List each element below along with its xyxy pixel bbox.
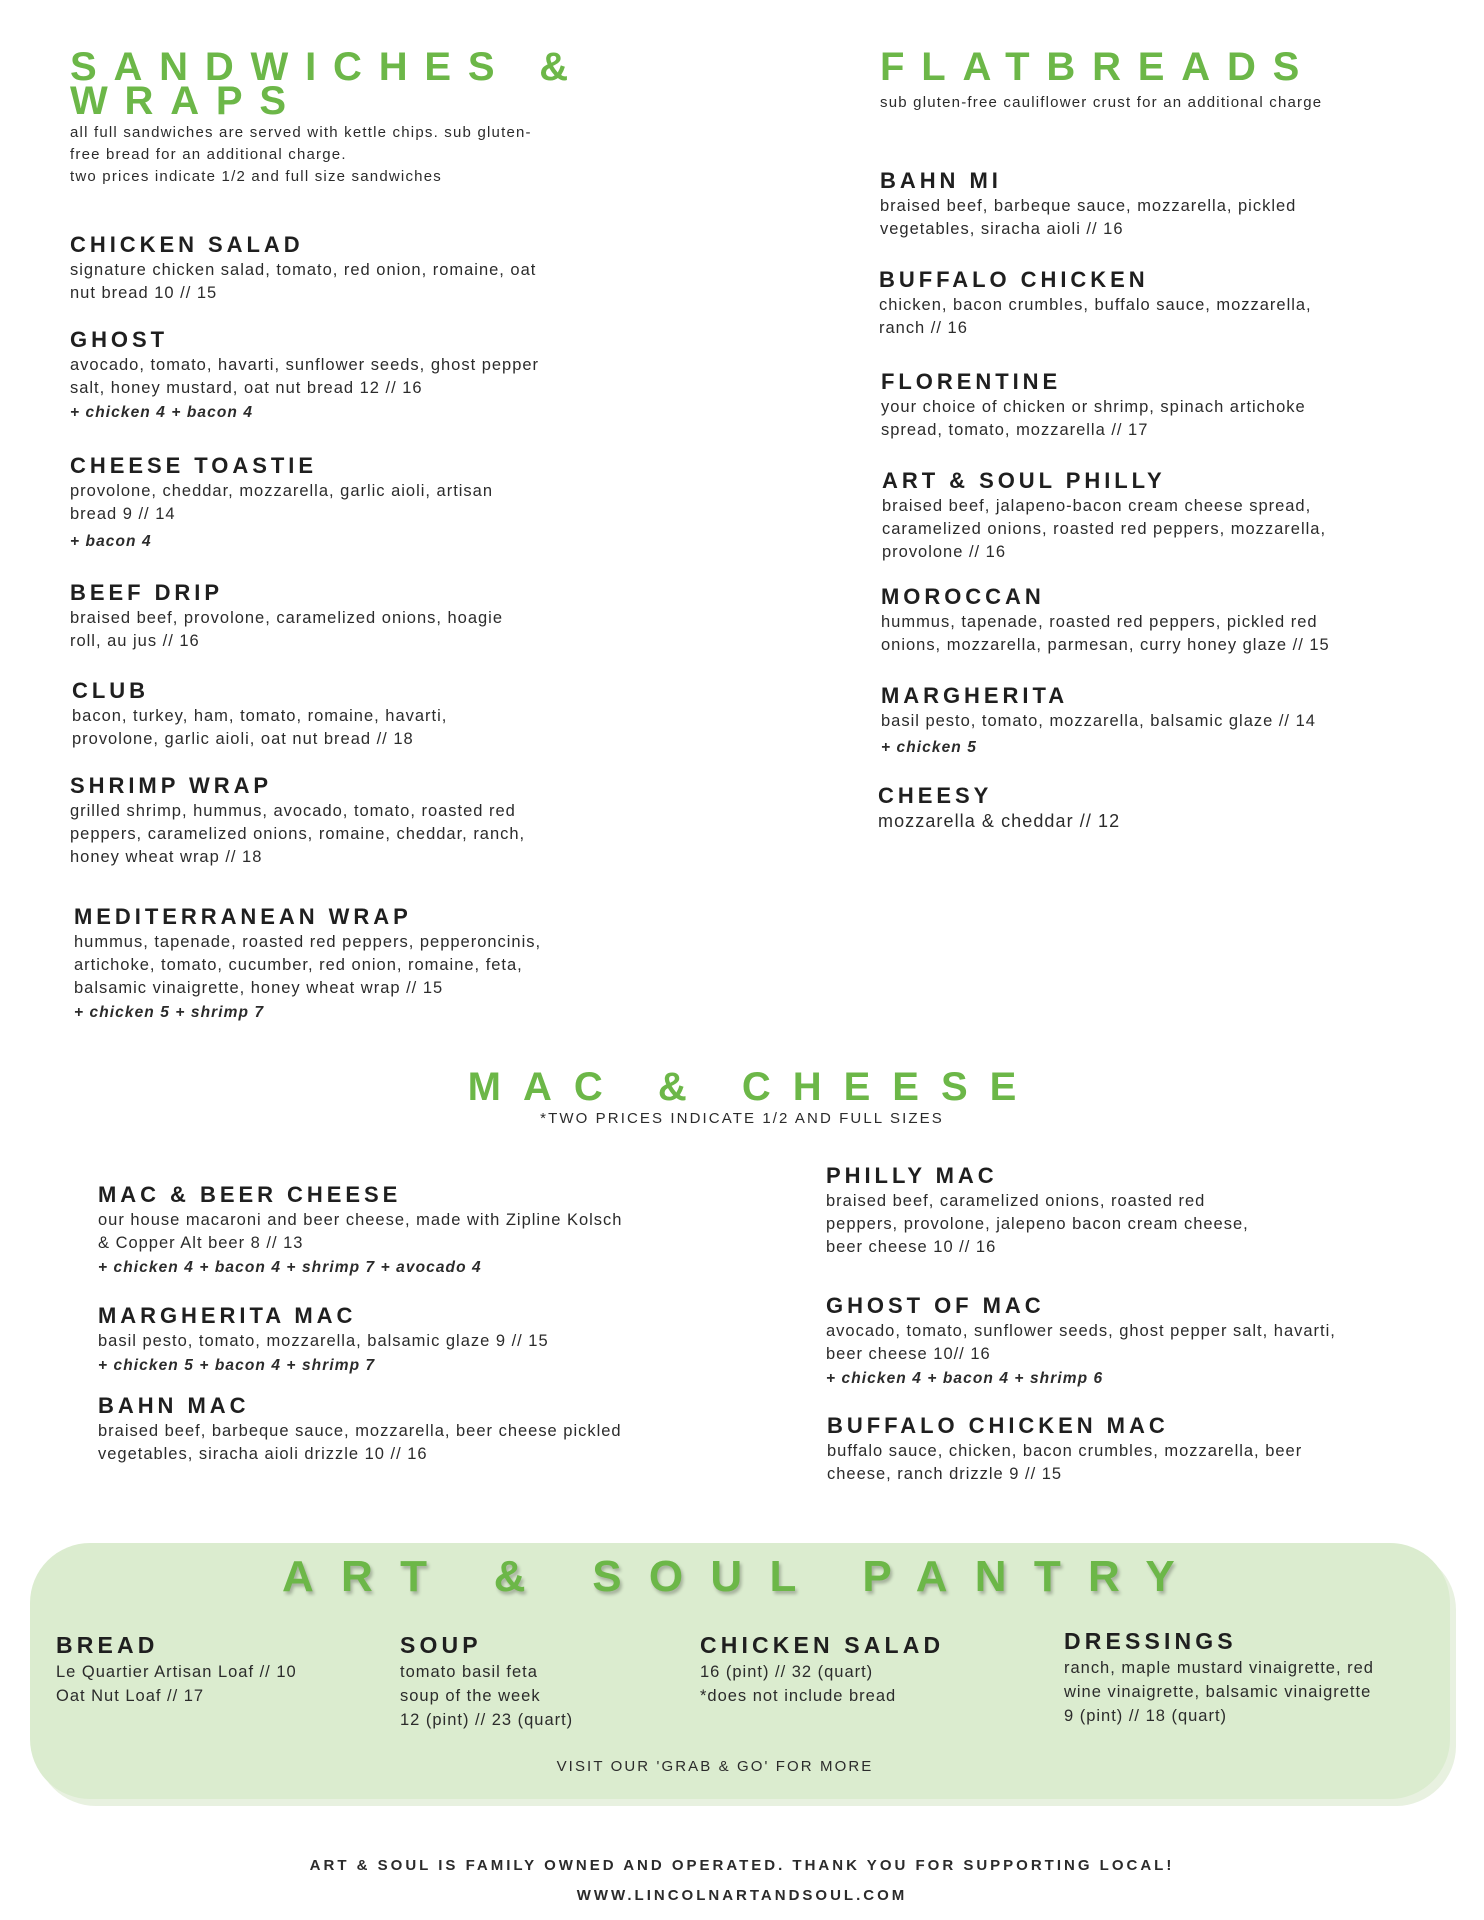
- menu-item: [70, 581, 503, 653]
- pantry-column-desc: 16 (pint) // 32 (quart): [700, 1663, 874, 1681]
- menu-item: [70, 454, 493, 554]
- flatbreads-header: [880, 45, 1460, 114]
- item-name: BUFFALO CHICKEN MAC: [827, 1413, 1169, 1438]
- pantry-column: [56, 1632, 297, 1708]
- pantry-column-name: SOUP: [400, 1632, 482, 1658]
- menu-item: [878, 784, 1120, 833]
- pantry-column-desc: tomato basil feta: [400, 1663, 538, 1681]
- pantry-column-desc: 12 (pint) // 23 (quart): [400, 1711, 574, 1729]
- pantry-column-desc: soup of the week: [400, 1687, 541, 1705]
- flatbreads-title: FLATBREADS: [880, 45, 1317, 89]
- menu-item: [74, 905, 541, 1025]
- item-desc: cheese, ranch drizzle 9 // 15: [827, 1465, 1063, 1483]
- item-name: CHEESE TOASTIE: [70, 453, 317, 478]
- sandwiches-note: two prices indicate 1/2 and full size sandwiches: [70, 168, 442, 185]
- sandwiches-note: all full sandwiches are served with kettle chips. sub gluten-: [70, 124, 532, 141]
- item-desc: your choice of chicken or shrimp, spinach artichoke: [881, 398, 1306, 416]
- item-name: FLORENTINE: [881, 369, 1062, 394]
- pantry-column-desc: Oat Nut Loaf // 17: [56, 1687, 205, 1705]
- menu-item: [70, 233, 536, 305]
- item-name: MEDITERRANEAN WRAP: [74, 904, 412, 929]
- item-name: CLUB: [72, 678, 149, 703]
- item-desc: bread 9 // 14: [70, 505, 176, 523]
- item-desc: hummus, tapenade, roasted red peppers, pepperoncinis,: [74, 933, 542, 951]
- menu-item: [70, 328, 539, 425]
- menu-item: [98, 1183, 622, 1280]
- item-name: BUFFALO CHICKEN: [879, 267, 1149, 292]
- website-link[interactable]: WWW.LINCOLNARTANDSOUL.COM: [576, 1887, 908, 1904]
- item-desc: nut bread 10 // 15: [70, 284, 218, 302]
- item-desc: grilled shrimp, hummus, avocado, tomato, roasted red: [70, 802, 516, 820]
- item-desc: honey wheat wrap // 18: [70, 848, 263, 866]
- item-desc: mozzarella & cheddar // 12: [878, 811, 1121, 831]
- mac-title: MAC & CHEESE: [467, 1065, 1039, 1109]
- item-desc: provolone, garlic aioli, oat nut bread // 18: [72, 730, 414, 748]
- item-name: PHILLY MAC: [826, 1163, 998, 1188]
- pantry-column-desc: ranch, maple mustard vinaigrette, red: [1064, 1659, 1374, 1677]
- item-desc: beer cheese 10// 16: [826, 1345, 991, 1363]
- item-desc: braised beef, jalapeno-bacon cream cheese spread,: [882, 497, 1312, 515]
- item-name: BEEF DRIP: [70, 580, 223, 605]
- item-name: GHOST: [70, 327, 169, 352]
- item-name: ART & SOUL PHILLY: [882, 468, 1166, 493]
- footer-line: ART & SOUL IS FAMILY OWNED AND OPERATED. THANK YOU FOR SUPPORTING LOCAL!: [309, 1857, 1175, 1874]
- item-desc: peppers, caramelized onions, romaine, cheddar, ranch,: [70, 825, 526, 843]
- sandwiches-note: free bread for an additional charge.: [70, 146, 347, 163]
- pantry-column-name: DRESSINGS: [1064, 1628, 1237, 1654]
- menu-item: [880, 169, 1296, 241]
- menu-item: [98, 1304, 549, 1378]
- pantry-column-desc: 9 (pint) // 18 (quart): [1064, 1707, 1228, 1725]
- item-name: MARGHERITA: [881, 683, 1069, 708]
- mac-note: *TWO PRICES INDICATE 1/2 AND FULL SIZES: [540, 1110, 944, 1127]
- item-addon: + chicken 5: [881, 739, 977, 756]
- pantry-column-desc: *does not include bread: [700, 1687, 897, 1705]
- pantry-column: [400, 1632, 573, 1732]
- menu-item: [879, 268, 1312, 340]
- menu-item: [826, 1294, 1336, 1391]
- item-addon: + chicken 4 + bacon 4 + shrimp 7 + avocado 4: [98, 1259, 482, 1276]
- item-desc: braised beef, barbeque sauce, mozzarella, pickled: [880, 197, 1297, 215]
- pantry-column: [1064, 1628, 1374, 1728]
- item-name: MAC & BEER CHEESE: [98, 1182, 402, 1207]
- pantry-title: ART & SOUL PANTRY: [281, 1552, 1203, 1601]
- item-name: MARGHERITA MAC: [98, 1303, 357, 1328]
- sandwiches-title: SANDWICHES & WRAPS: [70, 45, 585, 123]
- item-desc: beer cheese 10 // 16: [826, 1238, 997, 1256]
- menu-item: [881, 585, 1330, 657]
- item-desc: avocado, tomato, havarti, sunflower seeds, ghost pepper: [70, 356, 540, 374]
- item-desc: artichoke, tomato, cucumber, red onion, romaine, feta,: [74, 956, 523, 974]
- pantry-column-name: CHICKEN SALAD: [700, 1632, 945, 1658]
- item-name: CHEESY: [878, 783, 993, 808]
- menu-item: [881, 684, 1316, 760]
- pantry-column-desc: Le Quartier Artisan Loaf // 10: [56, 1663, 297, 1681]
- item-desc: buffalo sauce, chicken, bacon crumbles, mozzarella, beer: [827, 1442, 1303, 1460]
- item-name: CHICKEN SALAD: [70, 232, 304, 257]
- item-addon: + bacon 4: [70, 533, 152, 550]
- item-desc: bacon, turkey, ham, tomato, romaine, havarti,: [72, 707, 448, 725]
- item-name: SHRIMP WRAP: [70, 773, 273, 798]
- item-desc: our house macaroni and beer cheese, made with Zipline Kolsch: [98, 1211, 623, 1229]
- menu-item: [70, 774, 525, 869]
- item-desc: vegetables, siracha aioli drizzle 10 // 16: [98, 1445, 428, 1463]
- item-desc: ranch // 16: [879, 319, 968, 337]
- item-desc: avocado, tomato, sunflower seeds, ghost pepper salt, havarti,: [826, 1322, 1336, 1340]
- menu-item: [826, 1164, 1249, 1259]
- item-desc: signature chicken salad, tomato, red onion, romaine, oat: [70, 261, 537, 279]
- item-desc: peppers, provolone, jalepeno bacon cream cheese,: [826, 1215, 1249, 1233]
- menu-item: [881, 370, 1306, 442]
- sandwiches-header: [70, 45, 590, 188]
- item-desc: spread, tomato, mozzarella // 17: [881, 421, 1149, 439]
- item-desc: onions, mozzarella, parmesan, curry honey glaze // 15: [881, 636, 1330, 654]
- item-desc: roll, au jus // 16: [70, 632, 200, 650]
- item-desc: vegetables, siracha aioli // 16: [880, 220, 1124, 238]
- pantry-column-name: BREAD: [56, 1632, 159, 1658]
- item-desc: chicken, bacon crumbles, buffalo sauce, mozzarella,: [879, 296, 1312, 314]
- item-name: BAHN MI: [880, 168, 1002, 193]
- item-desc: provolone, cheddar, mozzarella, garlic aioli, artisan: [70, 482, 493, 500]
- item-desc: hummus, tapenade, roasted red peppers, pickled red: [881, 613, 1318, 631]
- item-name: GHOST OF MAC: [826, 1293, 1045, 1318]
- item-addon: + chicken 4 + bacon 4 + shrimp 6: [826, 1370, 1104, 1387]
- menu-item: [72, 679, 447, 751]
- pantry-column-desc: wine vinaigrette, balsamic vinaigrette: [1064, 1683, 1372, 1701]
- pantry-column: [700, 1632, 944, 1708]
- item-desc: basil pesto, tomato, mozzarella, balsamic glaze // 14: [881, 712, 1316, 730]
- flatbreads-note: sub gluten-free cauliflower crust for an additional charge: [880, 94, 1323, 111]
- item-name: MOROCCAN: [881, 584, 1045, 609]
- item-desc: caramelized onions, roasted red peppers, mozzarella,: [882, 520, 1327, 538]
- item-desc: salt, honey mustard, oat nut bread 12 // 16: [70, 379, 423, 397]
- menu-item: [98, 1394, 622, 1466]
- menu-item: [882, 469, 1326, 564]
- item-desc: balsamic vinaigrette, honey wheat wrap // 15: [74, 979, 444, 997]
- pantry-footer-note: VISIT OUR 'GRAB & GO' FOR MORE: [556, 1758, 874, 1775]
- item-desc: provolone // 16: [882, 543, 1007, 561]
- item-addon: + chicken 4 + bacon 4: [70, 404, 254, 421]
- item-desc: braised beef, provolone, caramelized onions, hoagie: [70, 609, 503, 627]
- item-addon: + chicken 5 + bacon 4 + shrimp 7: [98, 1357, 376, 1374]
- mac-header: [0, 1065, 1484, 1127]
- item-desc: braised beef, barbeque sauce, mozzarella, beer cheese pickled: [98, 1422, 622, 1440]
- menu-item: [827, 1414, 1302, 1486]
- item-desc: basil pesto, tomato, mozzarella, balsamic glaze 9 // 15: [98, 1332, 549, 1350]
- item-desc: braised beef, caramelized onions, roasted red: [826, 1192, 1206, 1210]
- item-desc: & Copper Alt beer 8 // 13: [98, 1234, 304, 1252]
- item-addon: + chicken 5 + shrimp 7: [74, 1004, 265, 1021]
- item-name: BAHN MAC: [98, 1393, 250, 1418]
